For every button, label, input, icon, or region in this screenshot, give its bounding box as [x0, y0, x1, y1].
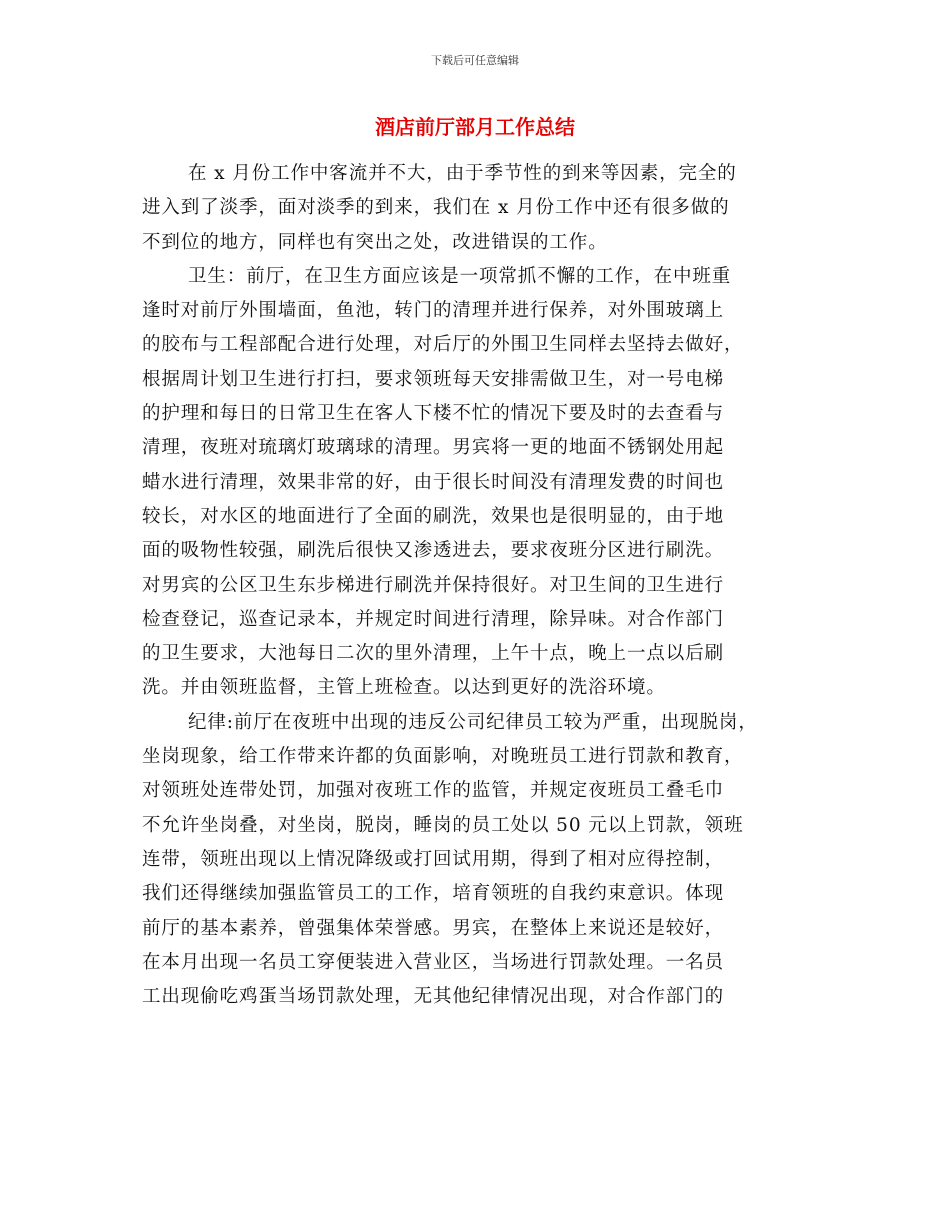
text-line: 在 x 月份工作中客流并不大，由于季节性的到来等因素，完全的 [188, 163, 737, 184]
document-body [142, 157, 802, 1014]
text-line: 纪律:前厅在夜班中出现的违反公司纪律员工较为严重，出现脱岗， [188, 711, 758, 733]
text-line: 的卫生要求，大池每日二次的里外清理，上午十点，晚上一点以后刷 [142, 643, 725, 665]
text-line: 较长，对水区的地面进行了全面的刷洗，效果也是很明显的，由于地 [142, 505, 725, 527]
text-line: 进入到了淡季，面对淡季的到来，我们在 x 月份工作中还有很多做的 [142, 197, 730, 219]
text-line: 蜡水进行清理，效果非常的好，由于很长时间没有清理发费的时间也 [142, 471, 725, 493]
text-line: 工出现偷吃鸡蛋当场罚款处理，无其他纪律情况出现，对合作部门的 [142, 986, 725, 1008]
document-title: 酒店前厅部月工作总结 [375, 115, 575, 139]
text-line: 检查登记，巡查记录本，并规定时间进行清理，除异味。对合作部门 [142, 608, 725, 630]
text-line: 卫生：前厅，在卫生方面应该是一项常抓不懈的工作，在中班重 [188, 265, 732, 287]
text-line: 根据周计划卫生进行打扫，要求领班每天安排需做卫生，对一号电梯 [142, 368, 725, 390]
text-line: 坐岗现象，给工作带来许都的负面影响，对晚班员工进行罚款和教育， [142, 746, 744, 768]
text-line: 连带，领班出现以上情况降级或打回试用期，得到了相对应得控制， [142, 848, 725, 870]
text-line: 对男宾的公区卫生东步梯进行刷洗并保持很好。对卫生间的卫生进行 [142, 574, 725, 596]
text-line: 清理，夜班对琉璃灯玻璃球的清理。男宾将一更的地面不锈钢处用起 [142, 437, 725, 459]
text-line: 逢时对前厅外围墙面，鱼池，转门的清理并进行保养，对外围玻璃上 [142, 300, 725, 322]
text-line: 不到位的地方，同样也有突出之处，改进错误的工作。 [142, 231, 608, 253]
header-note: 下载后可任意编辑 [431, 54, 519, 67]
text-line: 的胶布与工程部配合进行处理，对后厅的外围卫生同样去坚持去做好， [142, 334, 744, 356]
text-line: 面的吸物性较强，刷洗后很快又渗透进去，要求夜班分区进行刷洗。 [142, 540, 725, 562]
text-line: 的护理和每日的日常卫生在客人下楼不忙的情况下要及时的去查看与 [142, 403, 725, 425]
text-line: 我们还得继续加强监管员工的工作，培育领班的自我约束意识。体现 [142, 883, 725, 905]
text-line: 在本月出现一名员工穿便装进入营业区，当场进行罚款处理。一名员 [142, 951, 725, 973]
text-line: 洗。并由领班监督，主管上班检查。以达到更好的洗浴环境。 [142, 677, 666, 699]
text-line: 不允许坐岗叠，对坐岗，脱岗，睡岗的员工处以 50 元以上罚款，领班 [142, 814, 744, 836]
text-line: 前厅的基本素养，曾强集体荣誉感。男宾，在整体上来说还是较好， [142, 917, 725, 939]
text-line: 对领班处连带处罚，加强对夜班工作的监管，并规定夜班员工叠毛巾 [142, 780, 725, 802]
